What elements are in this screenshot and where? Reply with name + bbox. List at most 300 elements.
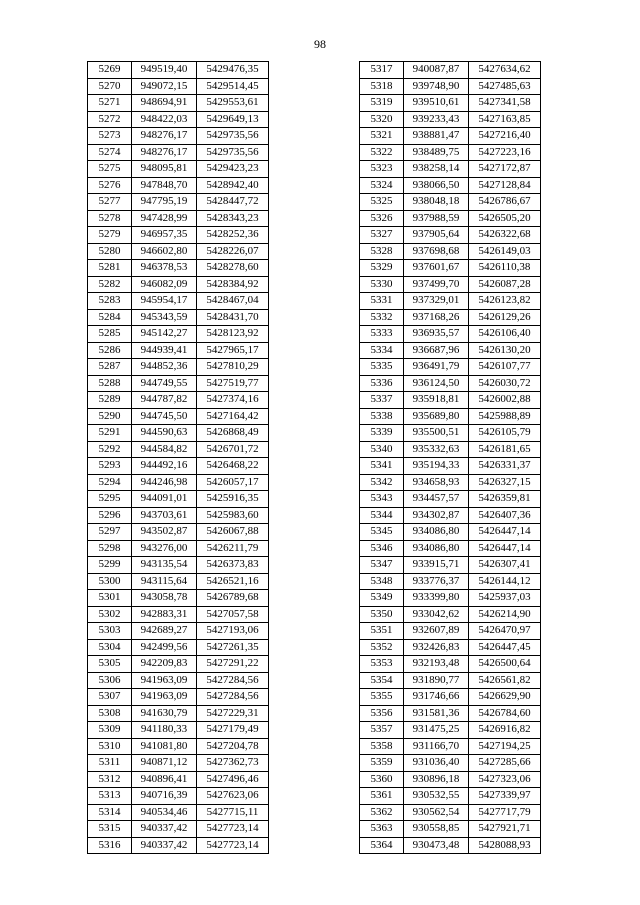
- table-row: [88, 524, 269, 541]
- table-row: [88, 656, 269, 673]
- table-row: [88, 458, 269, 475]
- point-number-cell: 5319: [360, 95, 404, 112]
- y-coordinate-cell: 5427285,66: [469, 755, 541, 772]
- table-row: [88, 507, 269, 524]
- x-coordinate-cell: 930896,18: [404, 771, 469, 788]
- table-row: [360, 161, 541, 178]
- point-number-cell: 5357: [360, 722, 404, 739]
- x-coordinate-cell: 943058,78: [132, 590, 197, 607]
- y-coordinate-cell: 5429735,56: [197, 128, 269, 145]
- point-number-cell: 5282: [88, 276, 132, 293]
- x-coordinate-cell: 941963,09: [132, 689, 197, 706]
- x-coordinate-cell: 937329,01: [404, 293, 469, 310]
- x-coordinate-cell: 930532,55: [404, 788, 469, 805]
- point-number-cell: 5270: [88, 78, 132, 95]
- x-coordinate-cell: 938048,18: [404, 194, 469, 211]
- x-coordinate-cell: 946957,35: [132, 227, 197, 244]
- point-number-cell: 5313: [88, 788, 132, 805]
- table-row: [88, 408, 269, 425]
- table-row: [88, 293, 269, 310]
- table-row: [360, 359, 541, 376]
- x-coordinate-cell: 933399,80: [404, 590, 469, 607]
- y-coordinate-cell: 5426784,60: [469, 705, 541, 722]
- point-number-cell: 5284: [88, 309, 132, 326]
- x-coordinate-cell: 935194,33: [404, 458, 469, 475]
- point-number-cell: 5355: [360, 689, 404, 706]
- x-coordinate-cell: 934086,80: [404, 540, 469, 557]
- table-row: [360, 408, 541, 425]
- y-coordinate-cell: 5426030,72: [469, 375, 541, 392]
- point-number-cell: 5289: [88, 392, 132, 409]
- table-row: [88, 639, 269, 656]
- table-row: [360, 573, 541, 590]
- table-row: [360, 326, 541, 343]
- y-coordinate-cell: 5426561,82: [469, 672, 541, 689]
- x-coordinate-cell: 948276,17: [132, 128, 197, 145]
- table-row: [360, 672, 541, 689]
- table-row: [88, 623, 269, 640]
- x-coordinate-cell: 934302,87: [404, 507, 469, 524]
- y-coordinate-cell: 5427519,77: [197, 375, 269, 392]
- y-coordinate-cell: 5427496,46: [197, 771, 269, 788]
- table-row: [88, 128, 269, 145]
- point-number-cell: 5330: [360, 276, 404, 293]
- y-coordinate-cell: 5427715,11: [197, 804, 269, 821]
- table-row: [360, 507, 541, 524]
- y-coordinate-cell: 5426701,72: [197, 441, 269, 458]
- table-row: [360, 392, 541, 409]
- point-number-cell: 5280: [88, 243, 132, 260]
- x-coordinate-cell: 945343,59: [132, 309, 197, 326]
- point-number-cell: 5345: [360, 524, 404, 541]
- y-coordinate-cell: 5427204,78: [197, 738, 269, 755]
- table-row: [360, 771, 541, 788]
- point-number-cell: 5300: [88, 573, 132, 590]
- table-row: [88, 342, 269, 359]
- table-row: [360, 342, 541, 359]
- x-coordinate-cell: 938489,75: [404, 144, 469, 161]
- x-coordinate-cell: 937698,68: [404, 243, 469, 260]
- table-row: [360, 788, 541, 805]
- table-row: [88, 771, 269, 788]
- x-coordinate-cell: 930562,54: [404, 804, 469, 821]
- table-row: [88, 144, 269, 161]
- x-coordinate-cell: 937499,70: [404, 276, 469, 293]
- x-coordinate-cell: 940337,42: [132, 837, 197, 854]
- x-coordinate-cell: 947848,70: [132, 177, 197, 194]
- point-number-cell: 5335: [360, 359, 404, 376]
- y-coordinate-cell: 5428252,36: [197, 227, 269, 244]
- x-coordinate-cell: 944745,50: [132, 408, 197, 425]
- point-number-cell: 5278: [88, 210, 132, 227]
- y-coordinate-cell: 5427921,71: [469, 821, 541, 838]
- point-number-cell: 5329: [360, 260, 404, 277]
- x-coordinate-cell: 943115,64: [132, 573, 197, 590]
- y-coordinate-cell: 5426110,38: [469, 260, 541, 277]
- y-coordinate-cell: 5428467,04: [197, 293, 269, 310]
- point-number-cell: 5285: [88, 326, 132, 343]
- table-row: [360, 425, 541, 442]
- y-coordinate-cell: 5426373,83: [197, 557, 269, 574]
- point-number-cell: 5275: [88, 161, 132, 178]
- table-row: [88, 474, 269, 491]
- point-number-cell: 5325: [360, 194, 404, 211]
- x-coordinate-cell: 937988,59: [404, 210, 469, 227]
- table-row: [88, 194, 269, 211]
- x-coordinate-cell: 939233,43: [404, 111, 469, 128]
- point-number-cell: 5363: [360, 821, 404, 838]
- x-coordinate-cell: 945954,17: [132, 293, 197, 310]
- table-row: [88, 672, 269, 689]
- y-coordinate-cell: 5428447,72: [197, 194, 269, 211]
- point-number-cell: 5320: [360, 111, 404, 128]
- coordinates-table-left-body: [88, 62, 269, 854]
- table-row: [88, 177, 269, 194]
- point-number-cell: 5295: [88, 491, 132, 508]
- point-number-cell: 5352: [360, 639, 404, 656]
- y-coordinate-cell: 5427717,79: [469, 804, 541, 821]
- table-row: [88, 359, 269, 376]
- table-row: [360, 293, 541, 310]
- point-number-cell: 5342: [360, 474, 404, 491]
- x-coordinate-cell: 931166,70: [404, 738, 469, 755]
- y-coordinate-cell: 5427193,06: [197, 623, 269, 640]
- point-number-cell: 5338: [360, 408, 404, 425]
- table-row: [88, 326, 269, 343]
- point-number-cell: 5362: [360, 804, 404, 821]
- coordinates-table-right: [359, 61, 541, 854]
- point-number-cell: 5283: [88, 293, 132, 310]
- y-coordinate-cell: 5426500,64: [469, 656, 541, 673]
- y-coordinate-cell: 5429423,23: [197, 161, 269, 178]
- y-coordinate-cell: 5425937,03: [469, 590, 541, 607]
- point-number-cell: 5324: [360, 177, 404, 194]
- y-coordinate-cell: 5426789,68: [197, 590, 269, 607]
- point-number-cell: 5299: [88, 557, 132, 574]
- x-coordinate-cell: 943502,87: [132, 524, 197, 541]
- point-number-cell: 5351: [360, 623, 404, 640]
- y-coordinate-cell: 5427179,49: [197, 722, 269, 739]
- table-row: [88, 161, 269, 178]
- table-row: [360, 557, 541, 574]
- point-number-cell: 5309: [88, 722, 132, 739]
- table-row: [360, 606, 541, 623]
- point-number-cell: 5311: [88, 755, 132, 772]
- point-number-cell: 5274: [88, 144, 132, 161]
- x-coordinate-cell: 930558,85: [404, 821, 469, 838]
- point-number-cell: 5317: [360, 62, 404, 79]
- point-number-cell: 5326: [360, 210, 404, 227]
- table-row: [88, 557, 269, 574]
- y-coordinate-cell: 5427194,25: [469, 738, 541, 755]
- point-number-cell: 5281: [88, 260, 132, 277]
- table-row: [360, 689, 541, 706]
- point-number-cell: 5312: [88, 771, 132, 788]
- point-number-cell: 5303: [88, 623, 132, 640]
- point-number-cell: 5331: [360, 293, 404, 310]
- x-coordinate-cell: 936124,50: [404, 375, 469, 392]
- x-coordinate-cell: 930473,48: [404, 837, 469, 854]
- y-coordinate-cell: 5428278,60: [197, 260, 269, 277]
- point-number-cell: 5344: [360, 507, 404, 524]
- table-row: [88, 276, 269, 293]
- x-coordinate-cell: 944852,36: [132, 359, 197, 376]
- table-row: [360, 491, 541, 508]
- point-number-cell: 5356: [360, 705, 404, 722]
- y-coordinate-cell: 5429649,13: [197, 111, 269, 128]
- table-row: [360, 375, 541, 392]
- table-row: [88, 837, 269, 854]
- point-number-cell: 5315: [88, 821, 132, 838]
- point-number-cell: 5332: [360, 309, 404, 326]
- point-number-cell: 5340: [360, 441, 404, 458]
- point-number-cell: 5358: [360, 738, 404, 755]
- table-row: [360, 474, 541, 491]
- point-number-cell: 5337: [360, 392, 404, 409]
- x-coordinate-cell: 939510,61: [404, 95, 469, 112]
- y-coordinate-cell: 5427172,87: [469, 161, 541, 178]
- y-coordinate-cell: 5426067,88: [197, 524, 269, 541]
- y-coordinate-cell: 5426149,03: [469, 243, 541, 260]
- coordinates-table-left: [87, 61, 269, 854]
- y-coordinate-cell: 5426057,17: [197, 474, 269, 491]
- x-coordinate-cell: 941081,80: [132, 738, 197, 755]
- table-row: [88, 227, 269, 244]
- y-coordinate-cell: 5426407,36: [469, 507, 541, 524]
- table-row: [88, 722, 269, 739]
- x-coordinate-cell: 935689,80: [404, 408, 469, 425]
- x-coordinate-cell: 936491,79: [404, 359, 469, 376]
- table-row: [360, 227, 541, 244]
- point-number-cell: 5364: [360, 837, 404, 854]
- table-row: [88, 441, 269, 458]
- point-number-cell: 5361: [360, 788, 404, 805]
- table-row: [360, 590, 541, 607]
- point-number-cell: 5288: [88, 375, 132, 392]
- y-coordinate-cell: 5428431,70: [197, 309, 269, 326]
- table-row: [360, 821, 541, 838]
- y-coordinate-cell: 5426105,79: [469, 425, 541, 442]
- table-row: [360, 755, 541, 772]
- y-coordinate-cell: 5427723,14: [197, 821, 269, 838]
- y-coordinate-cell: 5427623,06: [197, 788, 269, 805]
- point-number-cell: 5292: [88, 441, 132, 458]
- table-row: [88, 309, 269, 326]
- y-coordinate-cell: 5426505,20: [469, 210, 541, 227]
- point-number-cell: 5298: [88, 540, 132, 557]
- y-coordinate-cell: 5427057,58: [197, 606, 269, 623]
- point-number-cell: 5322: [360, 144, 404, 161]
- x-coordinate-cell: 940534,46: [132, 804, 197, 821]
- y-coordinate-cell: 5426327,15: [469, 474, 541, 491]
- table-row: [360, 243, 541, 260]
- x-coordinate-cell: 932193,48: [404, 656, 469, 673]
- y-coordinate-cell: 5426130,20: [469, 342, 541, 359]
- table-row: [360, 78, 541, 95]
- x-coordinate-cell: 940871,12: [132, 755, 197, 772]
- x-coordinate-cell: 949072,15: [132, 78, 197, 95]
- y-coordinate-cell: 5425983,60: [197, 507, 269, 524]
- point-number-cell: 5276: [88, 177, 132, 194]
- y-coordinate-cell: 5426447,14: [469, 524, 541, 541]
- point-number-cell: 5354: [360, 672, 404, 689]
- table-row: [360, 441, 541, 458]
- y-coordinate-cell: 5427485,63: [469, 78, 541, 95]
- table-row: [88, 425, 269, 442]
- x-coordinate-cell: 936935,57: [404, 326, 469, 343]
- y-coordinate-cell: 5426916,82: [469, 722, 541, 739]
- x-coordinate-cell: 931581,36: [404, 705, 469, 722]
- point-number-cell: 5333: [360, 326, 404, 343]
- y-coordinate-cell: 5428384,92: [197, 276, 269, 293]
- table-row: [360, 144, 541, 161]
- table-row: [360, 738, 541, 755]
- point-number-cell: 5341: [360, 458, 404, 475]
- x-coordinate-cell: 943135,54: [132, 557, 197, 574]
- table-row: [360, 276, 541, 293]
- x-coordinate-cell: 935500,51: [404, 425, 469, 442]
- x-coordinate-cell: 940087,87: [404, 62, 469, 79]
- x-coordinate-cell: 936687,96: [404, 342, 469, 359]
- y-coordinate-cell: 5427291,22: [197, 656, 269, 673]
- x-coordinate-cell: 948694,91: [132, 95, 197, 112]
- y-coordinate-cell: 5427164,42: [197, 408, 269, 425]
- point-number-cell: 5339: [360, 425, 404, 442]
- y-coordinate-cell: 5427163,85: [469, 111, 541, 128]
- x-coordinate-cell: 940716,39: [132, 788, 197, 805]
- table-row: [88, 689, 269, 706]
- point-number-cell: 5314: [88, 804, 132, 821]
- x-coordinate-cell: 949519,40: [132, 62, 197, 79]
- x-coordinate-cell: 942209,83: [132, 656, 197, 673]
- y-coordinate-cell: 5427284,56: [197, 672, 269, 689]
- y-coordinate-cell: 5426106,40: [469, 326, 541, 343]
- point-number-cell: 5294: [88, 474, 132, 491]
- point-number-cell: 5291: [88, 425, 132, 442]
- x-coordinate-cell: 948276,17: [132, 144, 197, 161]
- table-row: [88, 573, 269, 590]
- point-number-cell: 5336: [360, 375, 404, 392]
- y-coordinate-cell: 5427216,40: [469, 128, 541, 145]
- x-coordinate-cell: 935332,63: [404, 441, 469, 458]
- y-coordinate-cell: 5429476,35: [197, 62, 269, 79]
- x-coordinate-cell: 944939,41: [132, 342, 197, 359]
- x-coordinate-cell: 942883,31: [132, 606, 197, 623]
- y-coordinate-cell: 5426181,65: [469, 441, 541, 458]
- y-coordinate-cell: 5429553,61: [197, 95, 269, 112]
- x-coordinate-cell: 932607,89: [404, 623, 469, 640]
- x-coordinate-cell: 948095,81: [132, 161, 197, 178]
- table-row: [360, 656, 541, 673]
- table-row: [88, 375, 269, 392]
- x-coordinate-cell: 947795,19: [132, 194, 197, 211]
- x-coordinate-cell: 938258,14: [404, 161, 469, 178]
- y-coordinate-cell: 5426468,22: [197, 458, 269, 475]
- x-coordinate-cell: 935918,81: [404, 392, 469, 409]
- x-coordinate-cell: 944492,16: [132, 458, 197, 475]
- x-coordinate-cell: 934086,80: [404, 524, 469, 541]
- x-coordinate-cell: 937905,64: [404, 227, 469, 244]
- x-coordinate-cell: 934658,93: [404, 474, 469, 491]
- point-number-cell: 5293: [88, 458, 132, 475]
- x-coordinate-cell: 944246,98: [132, 474, 197, 491]
- table-row: [360, 177, 541, 194]
- y-coordinate-cell: 5427634,62: [469, 62, 541, 79]
- table-row: [360, 722, 541, 739]
- y-coordinate-cell: 5426307,41: [469, 557, 541, 574]
- point-number-cell: 5305: [88, 656, 132, 673]
- table-row: [88, 392, 269, 409]
- y-coordinate-cell: 5426521,16: [197, 573, 269, 590]
- y-coordinate-cell: 5427284,56: [197, 689, 269, 706]
- point-number-cell: 5327: [360, 227, 404, 244]
- table-row: [88, 755, 269, 772]
- table-row: [360, 705, 541, 722]
- point-number-cell: 5349: [360, 590, 404, 607]
- point-number-cell: 5318: [360, 78, 404, 95]
- x-coordinate-cell: 940896,41: [132, 771, 197, 788]
- x-coordinate-cell: 937168,26: [404, 309, 469, 326]
- point-number-cell: 5272: [88, 111, 132, 128]
- point-number-cell: 5307: [88, 689, 132, 706]
- y-coordinate-cell: 5427810,29: [197, 359, 269, 376]
- x-coordinate-cell: 942689,27: [132, 623, 197, 640]
- table-row: [360, 111, 541, 128]
- y-coordinate-cell: 5429735,56: [197, 144, 269, 161]
- x-coordinate-cell: 931475,25: [404, 722, 469, 739]
- point-number-cell: 5321: [360, 128, 404, 145]
- y-coordinate-cell: 5429514,45: [197, 78, 269, 95]
- y-coordinate-cell: 5427723,14: [197, 837, 269, 854]
- table-row: [360, 309, 541, 326]
- point-number-cell: 5271: [88, 95, 132, 112]
- table-row: [88, 78, 269, 95]
- y-coordinate-cell: 5426087,28: [469, 276, 541, 293]
- page-number: 98: [314, 37, 326, 51]
- x-coordinate-cell: 943703,61: [132, 507, 197, 524]
- x-coordinate-cell: 946378,53: [132, 260, 197, 277]
- x-coordinate-cell: 931746,66: [404, 689, 469, 706]
- x-coordinate-cell: 944091,01: [132, 491, 197, 508]
- table-row: [360, 458, 541, 475]
- table-row: [88, 111, 269, 128]
- coordinates-table-right-body: [360, 62, 541, 854]
- x-coordinate-cell: 939748,90: [404, 78, 469, 95]
- y-coordinate-cell: 5427374,16: [197, 392, 269, 409]
- point-number-cell: 5353: [360, 656, 404, 673]
- y-coordinate-cell: 5427128,84: [469, 177, 541, 194]
- point-number-cell: 5308: [88, 705, 132, 722]
- y-coordinate-cell: 5427229,31: [197, 705, 269, 722]
- point-number-cell: 5346: [360, 540, 404, 557]
- y-coordinate-cell: 5426211,79: [197, 540, 269, 557]
- table-row: [360, 128, 541, 145]
- y-coordinate-cell: 5426359,81: [469, 491, 541, 508]
- x-coordinate-cell: 944590,63: [132, 425, 197, 442]
- x-coordinate-cell: 946602,80: [132, 243, 197, 260]
- y-coordinate-cell: 5427965,17: [197, 342, 269, 359]
- point-number-cell: 5343: [360, 491, 404, 508]
- x-coordinate-cell: 938881,47: [404, 128, 469, 145]
- table-row: [360, 804, 541, 821]
- table-row: [360, 210, 541, 227]
- table-row: [360, 623, 541, 640]
- table-row: [88, 590, 269, 607]
- x-coordinate-cell: 932426,83: [404, 639, 469, 656]
- point-number-cell: 5301: [88, 590, 132, 607]
- y-coordinate-cell: 5427341,58: [469, 95, 541, 112]
- x-coordinate-cell: 933776,37: [404, 573, 469, 590]
